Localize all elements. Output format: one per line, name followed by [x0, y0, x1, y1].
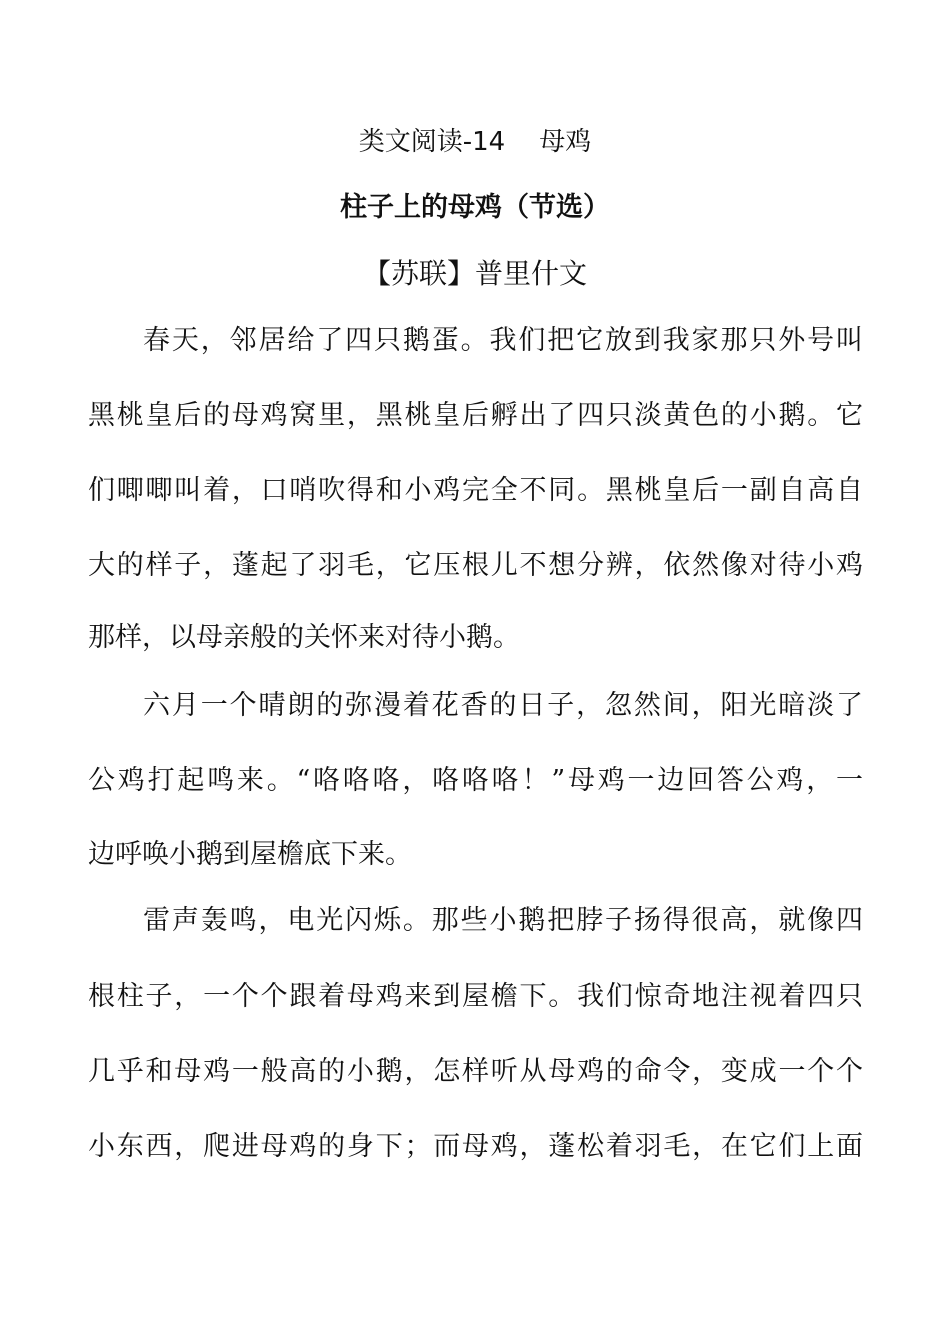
- paragraph-3-line-2: 根柱子，一个个跟着母鸡来到屋檐下。我们惊奇地注视着四只: [88, 981, 863, 1012]
- paragraph-1-line-1: 春天，邻居给了四只鹅蛋。我们把它放到我家那只外号叫: [143, 325, 863, 356]
- paragraph-3-line-1: 雷声轰鸣，电光闪烁。那些小鹅把脖子扬得很高，就像四: [143, 905, 863, 936]
- heading-topic: 母鸡: [539, 127, 592, 157]
- article-author: 【苏联】普里什文: [362, 257, 587, 290]
- paragraph-1-line-3: 们唧唧叫着，口哨吹得和小鸡完全不同。黑桃皇后一副自高自: [88, 475, 863, 506]
- paragraph-1-line-2: 黑桃皇后的母鸡窝里，黑桃皇后孵出了四只淡黄色的小鹅。它: [88, 400, 863, 431]
- heading-series: 类文阅读-14: [358, 127, 506, 157]
- paragraph-2-line-3: 边呼唤小鹅到屋檐底下来。: [88, 839, 412, 870]
- paragraph-1-line-5: 那样，以母亲般的关怀来对待小鹅。: [88, 622, 520, 653]
- paragraph-2-line-1: 六月一个晴朗的弥漫着花香的日子，忽然间，阳光暗淡了: [143, 690, 863, 721]
- paragraph-3-line-4: 小东西，爬进母鸡的身下；而母鸡，蓬松着羽毛，在它们上面: [88, 1131, 863, 1162]
- page-heading: [0, 122, 950, 162]
- paragraph-1-line-4: 大的样子，蓬起了羽毛，它压根儿不想分辨，依然像对待小鸡: [88, 550, 863, 581]
- paragraph-3-line-3: 几乎和母鸡一般高的小鹅，怎样听从母鸡的命令，变成一个个: [88, 1056, 863, 1087]
- paragraph-2-line-2: 公鸡打起鸣来。“咯咯咯，咯咯咯！”母鸡一边回答公鸡，一: [88, 765, 863, 796]
- article-title: 柱子上的母鸡（节选）: [340, 192, 610, 223]
